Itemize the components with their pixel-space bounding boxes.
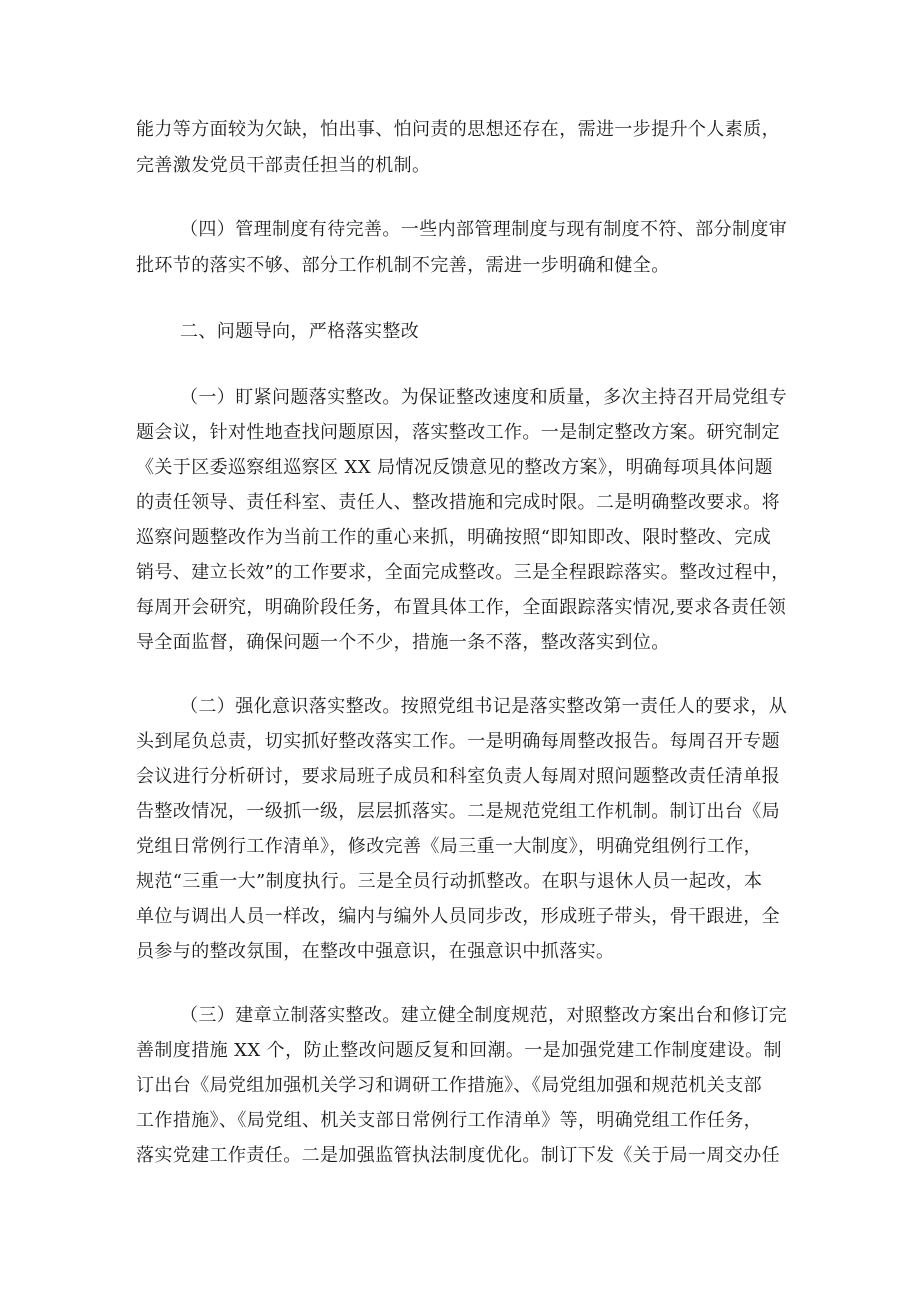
paragraph-item-2-line: 单位与调出人员一样改，编内与编外人员同步改，形成班子带头，骨干跟进，全 [136,906,780,927]
paragraph-item-2-line: 会议进行分析研讨，要求局班子成员和科室负责人每周对照问题整改责任清单报 [136,766,780,787]
paragraph-item-1-line: 导全面监督，确保问题一个不少，措施一条不落，整改落实到位。 [136,632,670,653]
paragraph-item-1-line: 销号、建立长效”的工作要求，全面完成整改。三是全程跟踪落实。整改过程中， [136,562,790,583]
paragraph-item-2-line: 党组日常例行工作清单》，修改完善《局三重一大制度》，明确党组例行工作， [136,836,762,857]
paragraph-item-1-line: 题会议，针对性地查找问题原因，落实整改工作。一是制定整改方案。研究制定 [136,422,780,443]
paragraph-item-1-line: 的责任领导、责任科室、责任人、整改措施和完成时限。二是明确整改要求。将 [136,492,780,513]
paragraph-continuation-line: 能力等方面较为欠缺，怕出事、怕问责的思想还存在，需进一步提升个人素质， [136,119,780,140]
paragraph-item-4-line: 批环节的落实不够、部分工作机制不完善，需进一步明确和健全。 [136,255,670,276]
paragraph-continuation-line: 完善激发党员干部责任担当的机制。 [136,155,431,176]
paragraph-item-1-line: 巡察问题整改作为当前工作的重心来抓，明确按照“即知即改、限时整改、完成 [136,527,772,548]
paragraph-item-3-line: 订出台《局党组加强机关学习和调研工作措施》、《局党组加强和规范机关支部 [136,1075,762,1096]
paragraph-item-2-line: （二）强化意识落实整改。按照党组书记是落实整改第一责任人的要求，从 [180,696,788,717]
paragraph-item-2-line: 告整改情况，一级抓一级，层层抓落实。二是规范党组工作机制。制订出台《局 [136,801,780,822]
paragraph-item-3-line: （三）建章立制落实整改。建立健全制度规范，对照整改方案出台和修订完 [180,1005,788,1026]
paragraph-item-3-line: 工作措施》、《局党组、机关支部日常例行工作清单》等，明确党组工作任务， [136,1110,762,1131]
paragraph-item-1-line: 《关于区委巡察组巡察区 XX 局情况反馈意见的整改方案》，明确每项具体问题 [136,457,773,478]
paragraph-item-2-line: 员参与的整改氛围，在整改中强意识，在强意识中抓落实。 [136,941,615,962]
paragraph-item-1-line: （一）盯紧问题落实整改。为保证整改速度和质量，多次主持召开局党组专 [180,387,788,408]
section-heading: 二、问题导向，严格落实整改 [180,321,420,342]
paragraph-item-1-line: 每周开会研究，明确阶段任务，布置具体工作，全面跟踪落实情况,要求各责任领 [136,597,787,618]
paragraph-item-2-line: 头到尾负总责，切实抓好整改落实工作。一是明确每周整改报告。每周召开专题 [136,731,780,752]
paragraph-item-2-line: 规范“三重一大”制度执行。三是全员行动抓整改。在职与退休人员一起改，本 [136,871,763,892]
paragraph-item-3-line: 落实党建工作责任。二是加强监管执法制度优化。制订下发《关于局一周交办任 [136,1145,780,1166]
paragraph-item-3-line: 善制度措施 XX 个，防止整改问题反复和回潮。一是加强党建工作制度建设。制 [136,1040,782,1061]
paragraph-item-4-line: （四）管理制度有待完善。一些内部管理制度与现有制度不符、部分制度审 [180,219,788,240]
